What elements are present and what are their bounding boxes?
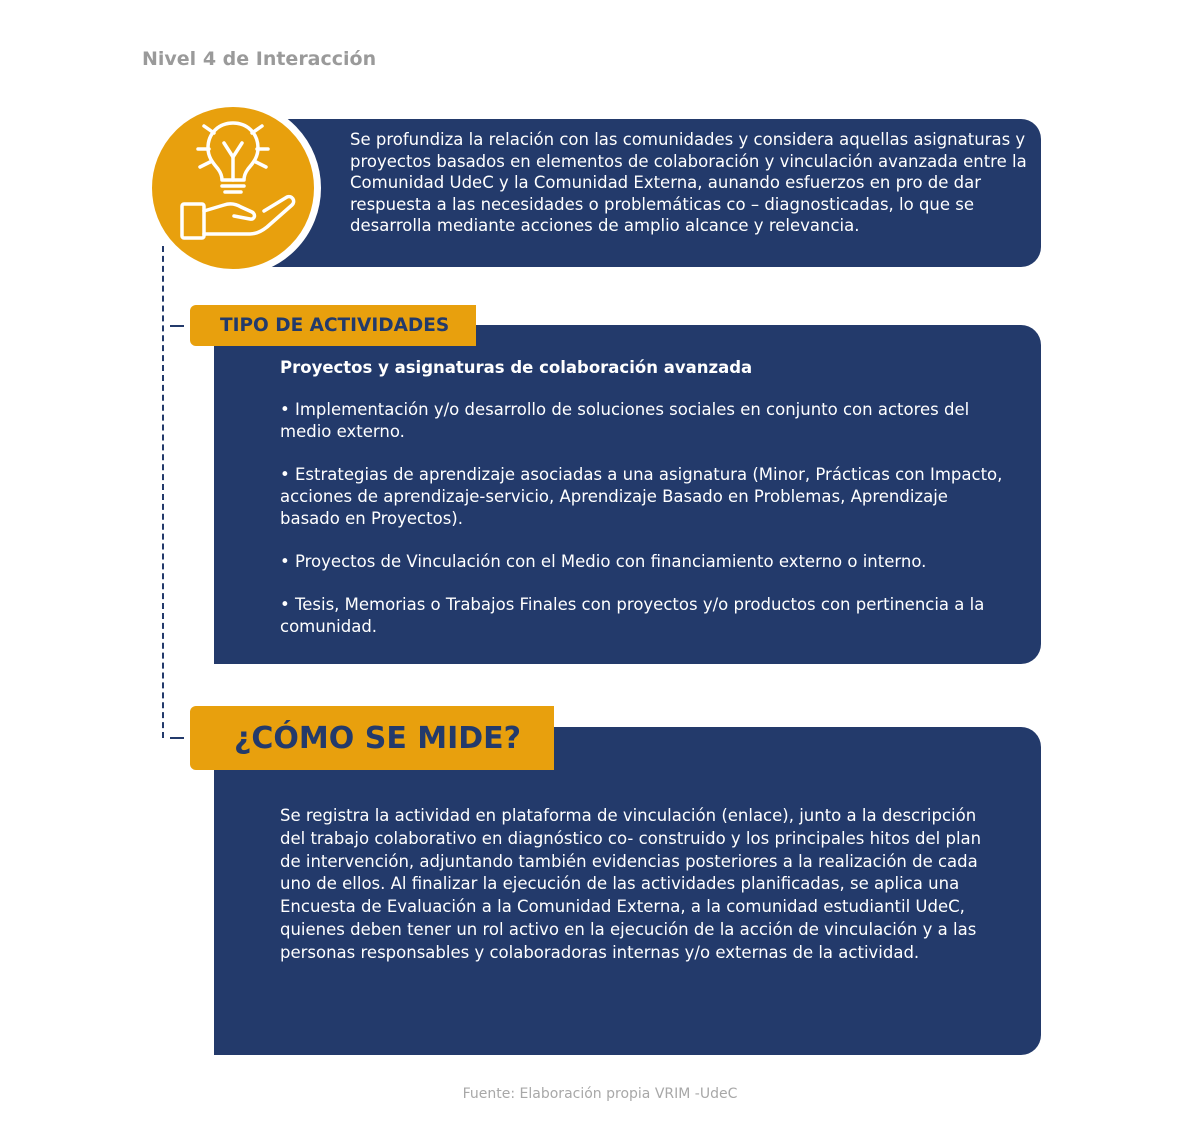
level-title: Nivel 4 de Interacción bbox=[142, 48, 377, 70]
activities-panel bbox=[214, 325, 1041, 664]
tick-activities bbox=[170, 325, 184, 327]
activity-item: • Implementación y/o desarrollo de soluciones sociales en conjunto con actores del medio externo. bbox=[280, 400, 970, 441]
activity-item: • Tesis, Memorias o Trabajos Finales con proyectos y/o productos con pertinencia a la comunidad. bbox=[280, 595, 985, 636]
tick-measure bbox=[170, 737, 184, 739]
intro-panel bbox=[230, 119, 1041, 267]
measure-panel bbox=[214, 727, 1041, 1055]
activity-item: • Estrategias de aprendizaje asociadas a una asignatura (Minor, Prácticas con Impacto, acciones de aprendizaje-servicio, Aprendizaje Basado en Problemas, Aprendizaje basado en Proyectos). bbox=[280, 465, 1003, 528]
lightbulb-hand-icon-graphic bbox=[152, 107, 314, 269]
activities-heading: Proyectos y asignaturas de colaboración avanzada bbox=[280, 358, 753, 377]
intro-text: Se profundiza la relación con las comunidades y considera aquellas asignaturas y proyectos basados en elementos de colaboración y vinculación avanzada entre la Comunidad UdeC y la Comunidad Externa, aunando esfuerzos en pro de dar respuesta a las necesidades o problemáticas co – diagnosticadas, lo que se desarrolla mediante acciones de amplio alcance y relevancia. bbox=[350, 130, 1027, 235]
activities-body bbox=[280, 357, 1010, 659]
connector-line bbox=[162, 246, 164, 738]
measure-text: Se registra la actividad en plataforma de vinculación (enlace), junto a la descripción del trabajo colaborativo en diagnóstico co- construido y los principales hitos del plan de intervención, adjuntando también evidencias posteriores a la realización de cada uno de ellos. Al finalizar la ejecución de las actividades planificadas, se aplica una Encuesta de Evaluación a la Comunidad Externa, a la comunidad estudiantil UdeC, quienes deben tener un rol activo en la ejecución de la acción de vinculación y a las personas responsables y colaboradoras internas y/o externas de la actividad. bbox=[280, 806, 982, 962]
activity-item: • Proyectos de Vinculación con el Medio con financiamiento externo o interno. bbox=[280, 552, 927, 571]
source-note: Fuente: Elaboración propia VRIM -UdeC bbox=[462, 1086, 738, 1102]
lightbulb-hand-icon bbox=[145, 100, 321, 276]
activities-tag: TIPO DE ACTIVIDADES bbox=[190, 305, 476, 346]
measure-tag: ¿CÓMO SE MIDE? bbox=[190, 706, 554, 770]
